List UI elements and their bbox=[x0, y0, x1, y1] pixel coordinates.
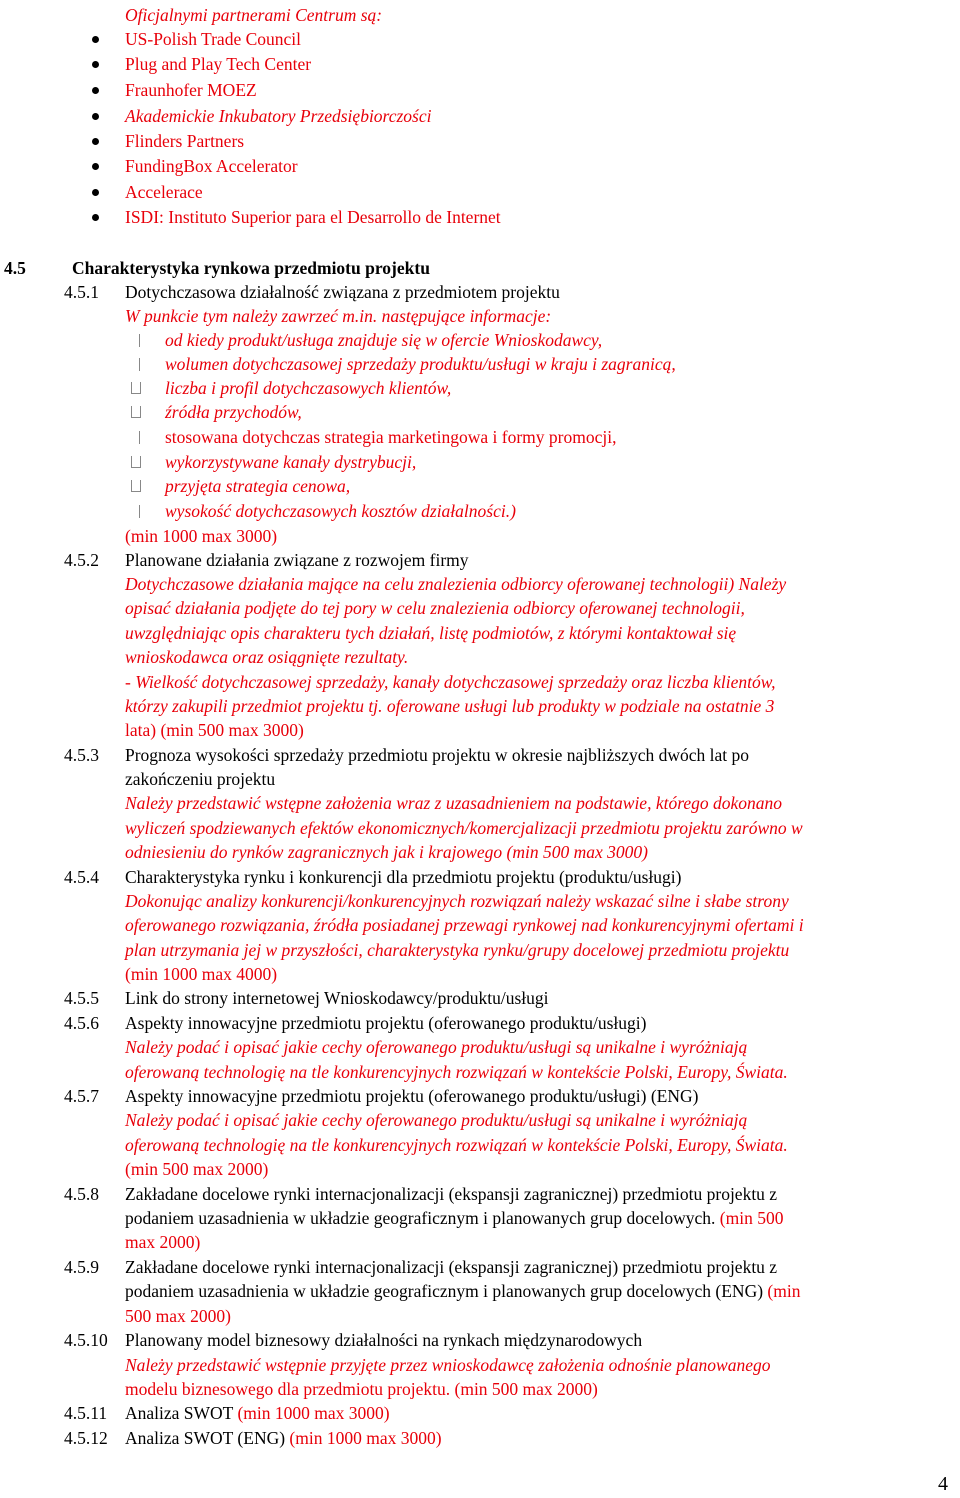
partners-intro: Oficjalnymi partnerami Centrum są: bbox=[125, 5, 383, 25]
tick-icon bbox=[139, 505, 140, 518]
subsection-number: 4.5.3 bbox=[64, 745, 99, 765]
instruction-line: uwzględniając opis charakteru tych działań, listę podmiotów, z którymi kontaktował się bbox=[125, 623, 737, 643]
checkbox-icon bbox=[131, 456, 141, 468]
subsection-number: 4.5.2 bbox=[64, 550, 99, 570]
instruction-line: Należy podać i opisać jakie cechy oferowanego produktu/usługi są unikalne i wyróżniają bbox=[125, 1110, 748, 1130]
subsection-intro bbox=[125, 304, 551, 328]
page-number: 4 bbox=[938, 1473, 948, 1495]
instruction-line: oferowaną technologię na tle konkurencyjnych rozwiązań w kontekście Polski, Europy, Świata. bbox=[125, 1062, 788, 1082]
bullet-icon bbox=[92, 189, 99, 196]
instruction-line: - Wielkość dotychczasowej sprzedaży, kanały dotychczasowej sprzedaży oraz liczba klientów, bbox=[125, 672, 776, 692]
intro-part-a: W punkcie tym należy zawrzeć m.in. bbox=[125, 306, 378, 326]
subsection-number: 4.5.12 bbox=[64, 1428, 108, 1448]
subsection-title: Aspekty innowacyjne przedmiotu projektu (oferowanego produktu/usługi) bbox=[125, 1013, 647, 1033]
subsection-title bbox=[125, 1206, 783, 1230]
list-item: wykorzystywane kanały dystrybucji, bbox=[165, 452, 417, 472]
list-item: Plug and Play Tech Center bbox=[125, 54, 312, 74]
list-item: przyjęta strategia cenowa, bbox=[165, 476, 351, 496]
section-number: 4.5 bbox=[4, 258, 26, 278]
list-item: Akademickie Inkubatory Przedsiębiorczości bbox=[125, 106, 432, 126]
instruction-line: lata) (min 500 max 3000) bbox=[125, 720, 304, 740]
bullet-icon bbox=[92, 214, 99, 221]
subsection-number: 4.5.6 bbox=[64, 1013, 99, 1033]
list-item: wysokość dotychczasowych kosztów działalności.) bbox=[165, 501, 516, 521]
subsection-number: 4.5.10 bbox=[64, 1330, 108, 1350]
subsection-title: Zakładane docelowe rynki internacjonalizacji (ekspansji zagranicznej) przedmiotu projektu z bbox=[125, 1257, 778, 1277]
bullet-icon bbox=[92, 113, 99, 120]
instruction-line: odniesieniu do rynków zagranicznych jak i krajowego (min 500 max 3000) bbox=[125, 842, 648, 862]
subsection-title bbox=[125, 1426, 442, 1450]
list-item: FundingBox Accelerator bbox=[125, 156, 298, 176]
instruction-line: którzy zakupili przedmiot projektu tj. oferowane usługi lub produkty w podziale na ostatnie 3 bbox=[125, 696, 775, 716]
list-item: wolumen dotychczasowej sprzedaży produktu/usługi w kraju i zagranicą, bbox=[165, 354, 676, 374]
subsection-number: 4.5.4 bbox=[64, 867, 99, 887]
subsection-number: 4.5.9 bbox=[64, 1257, 99, 1277]
tick-icon bbox=[139, 431, 140, 444]
list-item: US-Polish Trade Council bbox=[125, 29, 301, 49]
bullet-icon bbox=[92, 163, 99, 170]
instruction-line: Dokonując analizy konkurencji/konkurencyjnych rozwiązań należy wskazać silne i słabe strony bbox=[125, 891, 789, 911]
instruction-line: oferowaną technologię na tle konkurencyjnych rozwiązań w kontekście Polski, Europy, Świata. bbox=[125, 1135, 788, 1155]
bullet-icon bbox=[92, 138, 99, 145]
instruction-line: Należy przedstawić wstępnie przyjęte przez wnioskodawcę założenia odnośnie planowanego bbox=[125, 1355, 771, 1375]
subsection-title: Charakterystyka rynku i konkurencji dla przedmiotu projektu (produktu/usługi) bbox=[125, 867, 682, 887]
subsection-title bbox=[125, 1279, 800, 1303]
instruction-line: Należy podać i opisać jakie cechy oferowanego produktu/usługi są unikalne i wyróżniają bbox=[125, 1037, 748, 1057]
bullet-icon bbox=[92, 36, 99, 43]
list-item: Flinders Partners bbox=[125, 131, 245, 151]
subsection-title: zakończeniu projektu bbox=[125, 769, 276, 789]
length-limit: (min 1000 max 3000) bbox=[285, 1428, 442, 1448]
instruction-line: Dotychczasowe działania mające na celu znalezienia odbiorcy oferowanej technologii) Należy bbox=[125, 574, 787, 594]
intro-part-b: następujące informacje: bbox=[377, 306, 552, 326]
subsection-title bbox=[125, 1401, 390, 1425]
length-limit: (min 500 max 2000) bbox=[125, 1159, 269, 1179]
length-limit: max 2000) bbox=[125, 1232, 201, 1252]
length-limit: (min 1000 max 3000) bbox=[233, 1403, 390, 1423]
tick-icon bbox=[139, 358, 140, 371]
section-title: Charakterystyka rynkowa przedmiotu projektu bbox=[72, 258, 430, 278]
title-text: podaniem uzasadnienia w układzie geograficznym i planowanych grup docelowych (ENG) bbox=[125, 1281, 764, 1301]
list-item: ISDI: Instituto Superior para el Desarrollo de Internet bbox=[125, 207, 501, 227]
subsection-title: Aspekty innowacyjne przedmiotu projektu (oferowanego produktu/usługi) (ENG) bbox=[125, 1086, 699, 1106]
list-item: Accelerace bbox=[125, 182, 203, 202]
title-text: Analiza SWOT (ENG) bbox=[125, 1428, 286, 1448]
instruction-line: modelu biznesowego dla przedmiotu projektu. (min 500 max 2000) bbox=[125, 1379, 598, 1399]
subsection-number: 4.5.7 bbox=[64, 1086, 99, 1106]
instruction-line: opisać działania podjęte do tej pory w celu znalezienia odbiorcy oferowanej technologii, bbox=[125, 598, 745, 618]
subsection-title: Planowane działania związane z rozwojem firmy bbox=[125, 550, 469, 570]
list-item: stosowana dotychczas strategia marketingowa i formy promocji, bbox=[165, 427, 617, 447]
title-text: Analiza SWOT bbox=[125, 1403, 234, 1423]
length-limit: (min 1000 max 3000) bbox=[125, 526, 278, 546]
instruction-line: Należy przedstawić wstępne założenia wraz z uzasadnieniem na podstawie, którego dokonano bbox=[125, 793, 783, 813]
subsection-number: 4.5.5 bbox=[64, 988, 99, 1008]
length-limit: (min bbox=[763, 1281, 801, 1301]
checkbox-icon bbox=[131, 382, 141, 394]
subsection-number: 4.5.11 bbox=[64, 1403, 108, 1423]
checkbox-icon bbox=[131, 406, 141, 418]
list-item: liczba i profil dotychczasowych klientów, bbox=[165, 378, 452, 398]
subsection-number: 4.5.8 bbox=[64, 1184, 99, 1204]
checkbox-icon bbox=[131, 480, 141, 492]
subsection-number: 4.5.1 bbox=[64, 282, 99, 302]
instruction-line: wnioskodawca oraz osiągnięte rezultaty. bbox=[125, 647, 409, 667]
instruction-line: oferowanego rozwiązania, źródła posiadanej przewagi rynkowej nad konkurencyjnymi ofertami i bbox=[125, 915, 804, 935]
list-item: Fraunhofer MOEZ bbox=[125, 80, 257, 100]
subsection-title: Prognoza wysokości sprzedaży przedmiotu projektu w okresie najbliższych dwóch lat po bbox=[125, 745, 749, 765]
bullet-icon bbox=[92, 61, 99, 68]
length-limit: (min 1000 max 4000) bbox=[125, 964, 278, 984]
subsection-title: Dotychczasowa działalność związana z przedmiotem projektu bbox=[125, 282, 560, 302]
subsection-title: Planowany model biznesowy działalności na rynkach międzynarodowych bbox=[125, 1330, 643, 1350]
tick-icon bbox=[139, 334, 140, 347]
length-limit: (min 500 bbox=[715, 1208, 784, 1228]
length-limit: 500 max 2000) bbox=[125, 1306, 231, 1326]
subsection-title: Zakładane docelowe rynki internacjonalizacji (ekspansji zagranicznej) przedmiotu projektu z bbox=[125, 1184, 778, 1204]
title-text: podaniem uzasadnienia w układzie geograficznym i planowanych grup docelowych. bbox=[125, 1208, 716, 1228]
subsection-title: Link do strony internetowej Wnioskodawcy/produktu/usługi bbox=[125, 988, 549, 1008]
instruction-line: wyliczeń spodziewanych efektów ekonomicznych/komercjalizacji przedmiotu projektu zarówno w bbox=[125, 818, 803, 838]
list-item: od kiedy produkt/usługa znajduje się w ofercie Wnioskodawcy, bbox=[165, 330, 603, 350]
list-item: źródła przychodów, bbox=[165, 402, 302, 422]
instruction-line: plan utrzymania jej w przyszłości, charakterystyka rynku/grupy docelowej przedmiotu projektu bbox=[125, 940, 790, 960]
bullet-icon bbox=[92, 87, 99, 94]
